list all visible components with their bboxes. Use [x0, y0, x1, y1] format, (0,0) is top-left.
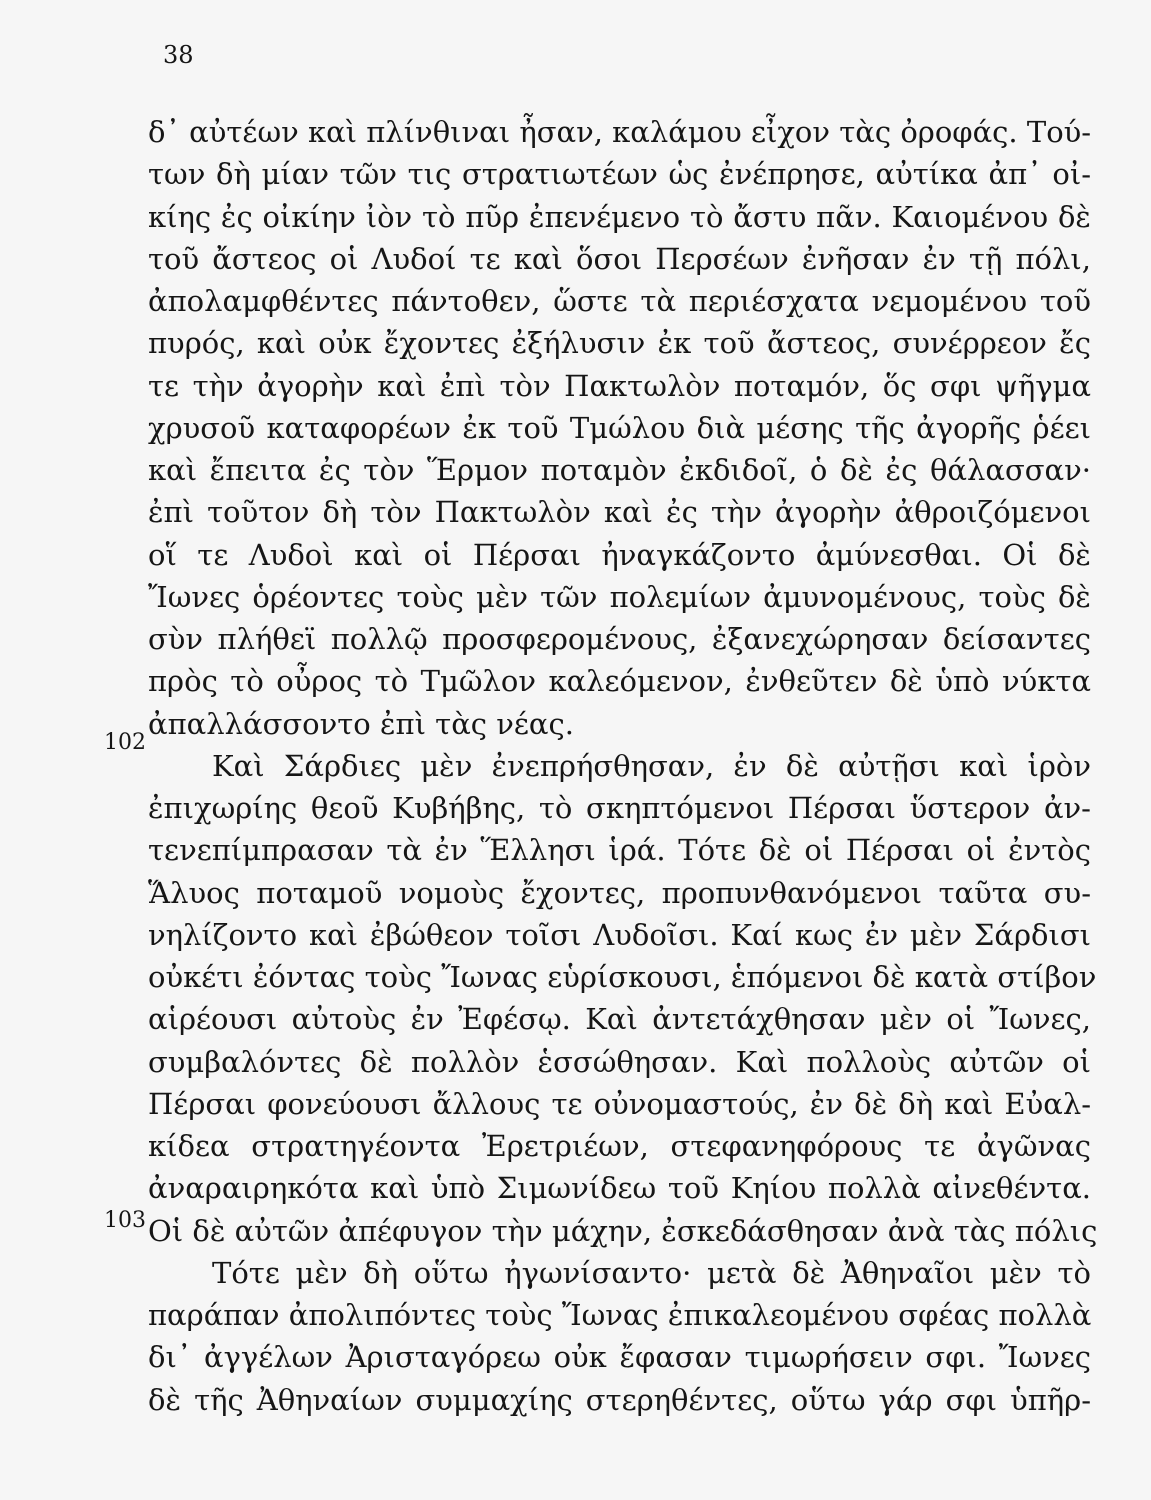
text-line: αἱρέουσι αὐτοὺς ἐν Ἐφέσῳ. Καὶ ἀντετάχθησαν μὲν οἱ Ἴωνες, [148, 1002, 1091, 1037]
section-number-102: 102 [104, 730, 146, 755]
text-line: οἵ τε Λυδοὶ καὶ οἱ Πέρσαι ἠναγκάζοντο ἀμύνεσθαι. Οἱ δὲ [148, 537, 1091, 572]
text-line: τενεπίμπρασαν τὰ ἐν Ἕλλησι ἱρά. Τότε δὲ οἱ Πέρσαι οἱ ἐντὸς [148, 833, 1091, 868]
text-line: πρὸς τὸ οὖρος τὸ Τμῶλον καλεόμενον, ἐνθεῦτεν δὲ ὑπὸ νύκτα [148, 664, 1091, 699]
text-line: παράπαν ἀπολιπόντες τοὺς Ἴωνας ἐπικαλεομένου σφέας πολλὰ [148, 1298, 1092, 1332]
text-line: ἀναραιρηκότα καὶ ὑπὸ Σιμωνίδεω τοῦ Κηίου πολλὰ αἰνεθέντα. [148, 1171, 1091, 1206]
text-line: συμβαλόντες δὲ πολλὸν ἑσσώθησαν. Καὶ πολλοὺς αὐτῶν οἱ [148, 1044, 1091, 1079]
text-line: Πέρσαι φονεύουσι ἄλλους τε οὐνομαστούς, ἐν δὲ δὴ καὶ Εὐαλ- [148, 1086, 1091, 1121]
section-number-103: 103 [104, 1208, 146, 1233]
text-line: δ᾽ αὐτέων καὶ πλίνθιναι ἦσαν, καλάμου εἶχον τὰς ὀροφάς. Τού- [148, 115, 1092, 149]
text-line: νηλίζοντο καὶ ἐβώθεον τοῖσι Λυδοῖσι. Καί κως ἐν μὲν Σάρδισι [148, 917, 1091, 952]
text-line: καὶ ἔπειτα ἐς τὸν Ἕρμον ποταμὸν ἐκδιδοῖ, ὁ δὲ ἐς θάλασσαν· [148, 453, 1091, 487]
text-line: κίδεα στρατηγέοντα Ἐρετριέων, στεφανηφόρους τε ἀγῶνας [148, 1129, 1091, 1163]
text-line: οὐκέτι ἐόντας τοὺς Ἴωνας εὑρίσκουσι, ἑπόμενοι δὲ κατὰ στίβον [148, 960, 1097, 994]
text-column [148, 111, 1098, 1421]
text-line: Ἴωνες ὁρέοντες τοὺς μὲν τῶν πολεμίων ἀμυνομένους, τοὺς δὲ [148, 579, 1091, 614]
text-line: τε τὴν ἀγορὴν καὶ ἐπὶ τὸν Πακτωλὸν ποταμόν, ὅς σφι ψῆγμα [148, 368, 1091, 403]
text-line: πυρός, καὶ οὐκ ἔχοντες ἐξήλυσιν ἐκ τοῦ ἄστεος, συνέρρεον ἔς [148, 326, 1091, 361]
text-line: ἐπὶ τοῦτον δὴ τὸν Πακτωλὸν καὶ ἐς τὴν ἀγορὴν ἀθροιζόμενοι [148, 495, 1091, 530]
text-line: Οἱ δὲ αὐτῶν ἀπέφυγον τὴν μάχην, ἐσκεδάσθησαν ἀνὰ τὰς πόλις [148, 1213, 1098, 1248]
text-line: τοῦ ἄστεος οἱ Λυδοί τε καὶ ὅσοι Περσέων ἐνῆσαν ἐν τῇ πόλι, [148, 241, 1091, 276]
paragraph-start-line: Τότε μὲν δὴ οὕτω ἠγωνίσαντο· μετὰ δὲ Ἀθηναῖοι μὲν τὸ [212, 1255, 1091, 1290]
text-line: δι᾽ ἀγγέλων Ἀρισταγόρεω οὐκ ἔφασαν τιμωρήσειν σφι. Ἴωνες [148, 1340, 1091, 1375]
page-number: 38 [163, 41, 194, 69]
paragraph-start-line: Καὶ Σάρδιες μὲν ἐνεπρήσθησαν, ἐν δὲ αὐτῇσι καὶ ἱρὸν [212, 748, 1091, 783]
text-line: σὺν πλήθεϊ πολλῷ προσφερομένους, ἐξανεχώρησαν δείσαντες [148, 622, 1091, 656]
text-line: ἐπιχωρίης θεοῦ Κυβήβης, τὸ σκηπτόμενοι Πέρσαι ὕστερον ἀν- [148, 791, 1091, 825]
text-line: Ἅλυος ποταμοῦ νομοὺς ἔχοντες, προπυνθανόμενοι ταῦτα συ- [148, 875, 1091, 910]
text-line: των δὴ μίαν τῶν τις στρατιωτέων ὡς ἐνέπρησε, αὐτίκα ἀπ᾽ οἰ- [148, 157, 1091, 192]
text-line: κίης ἐς οἰκίην ἰὸν τὸ πῦρ ἐπενέμενο τὸ ἄστυ πᾶν. Καιομένου δὲ [148, 199, 1091, 234]
text-line: ἀπολαμφθέντες πάντοθεν, ὥστε τὰ περιέσχατα νεμομένου τοῦ [148, 284, 1091, 318]
text-line: ἀπαλλάσσοντο ἐπὶ τὰς νέας. [148, 706, 574, 741]
text-line: δὲ τῆς Ἀθηναίων συμμαχίης στερηθέντες, οὕτω γάρ σφι ὑπῆρ- [148, 1382, 1091, 1417]
text-line: χρυσοῦ καταφορέων ἐκ τοῦ Τμώλου διὰ μέσης τῆς ἀγορῆς ῥέει [148, 410, 1091, 445]
